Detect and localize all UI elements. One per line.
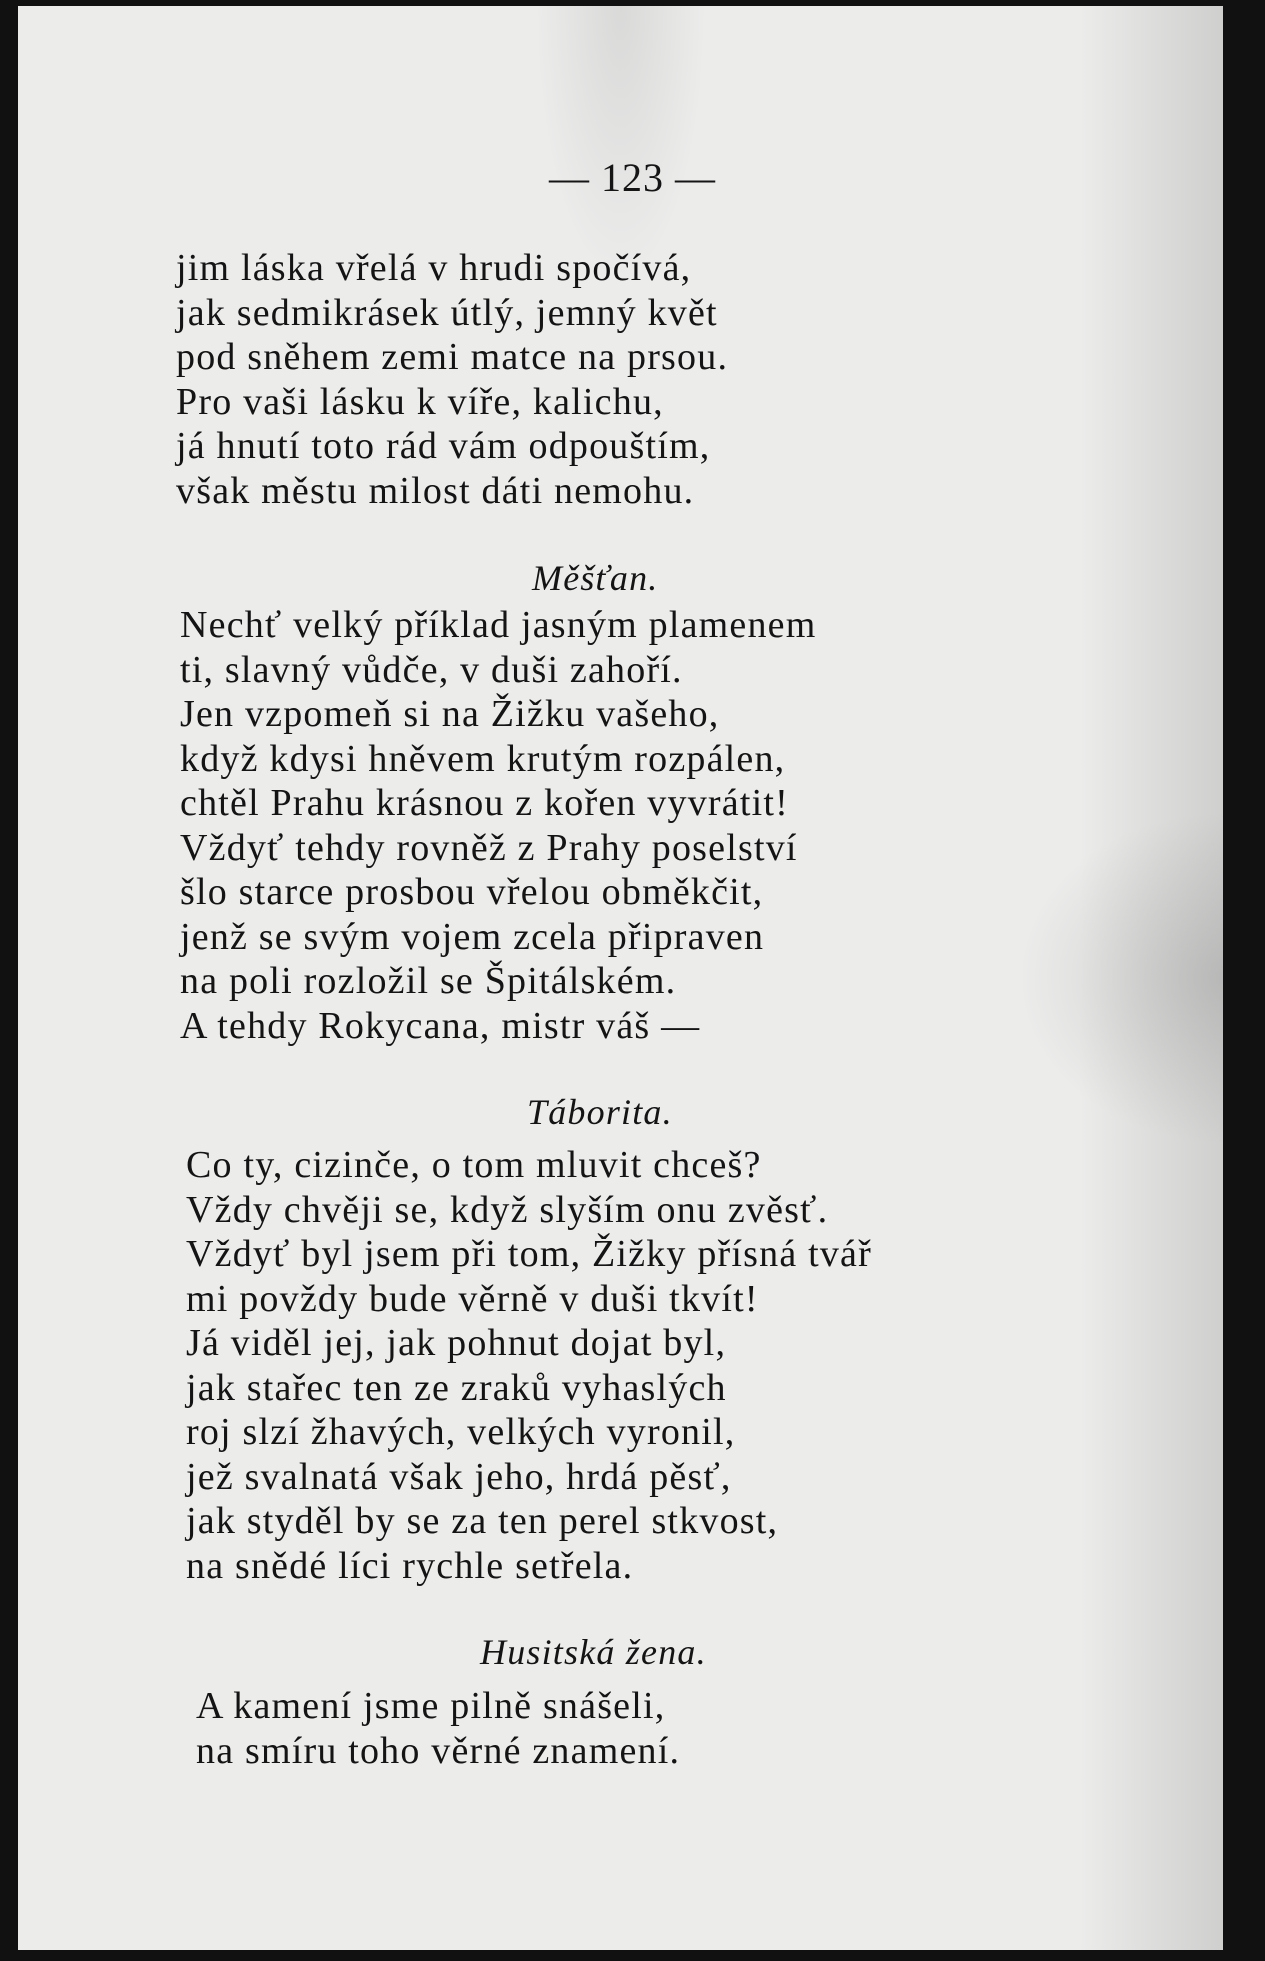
speaker-name: Táborita. <box>527 1092 673 1132</box>
verse-line: roj slzí žhavých, velkých vyronil, <box>186 1411 736 1453</box>
stanza-1 <box>176 246 728 513</box>
verse-line: jak stařec ten ze zraků vyhaslých <box>186 1366 727 1409</box>
speaker-name: Měšťan. <box>532 558 659 598</box>
stanza-3 <box>186 1143 872 1588</box>
verse-line: na snědé líci rychle setřela. <box>186 1544 634 1587</box>
verse-line: Nechť velký příklad jasným plamenem <box>180 604 817 646</box>
verse-line: na poli rozložil se Špitálském. <box>180 960 677 1002</box>
verse-line: když kdysi hněvem krutým rozpálen, <box>180 737 786 780</box>
verse-line: jak sedmikrásek útlý, jemný květ <box>176 291 718 334</box>
verse-line: jež svalnatá však jeho, hrdá pěsť, <box>186 1455 732 1498</box>
verse-line: jak styděl by se za ten perel stkvost, <box>186 1500 779 1542</box>
verse-line: šlo starce prosbou vřelou obměkčit, <box>180 871 764 913</box>
page-number: — 123 — <box>549 155 716 200</box>
verse-line: jenž se svým vojem zcela připraven <box>180 915 765 958</box>
verse-line: Vždyť byl jsem při tom, Žižky přísná tvář <box>186 1233 872 1275</box>
verse-line: Vždyť tehdy rovněž z Prahy poselství <box>180 826 798 869</box>
verse-line: Já viděl jej, jak pohnut dojat byl, <box>186 1322 727 1364</box>
verse-line: já hnutí toto rád vám odpouštím, <box>176 425 711 467</box>
verse-line: však městu milost dáti nemohu. <box>176 469 695 512</box>
stanza-4 <box>196 1684 680 1773</box>
verse-line: Co ty, cizinče, o tom mluvit chceš? <box>186 1144 762 1186</box>
verse-line: pod sněhem zemi matce na prsou. <box>176 336 729 378</box>
verse-line: Vždy chvěji se, když slyším onu zvěsť. <box>186 1188 829 1231</box>
verse-line: Jen vzpomeň si na Žižku vašeho, <box>180 693 720 735</box>
verse-line: A kamení jsme pilně snášeli, <box>196 1685 666 1727</box>
verse-line: Pro vaši lásku k víře, kalichu, <box>176 380 664 423</box>
verse-line: ti, slavný vůdče, v duši zahoří. <box>180 648 683 691</box>
verse-line: A tehdy Rokycana, mistr váš — <box>180 1004 701 1047</box>
verse-line: chtěl Prahu krásnou z kořen vyvrátit! <box>180 782 789 824</box>
stanza-2 <box>180 603 817 1048</box>
speaker-name: Husitská žena. <box>480 1632 707 1672</box>
verse-line: mi povždy bude věrně v duši tkvít! <box>186 1277 759 1320</box>
verse-line: jim láska vřelá v hrudi spočívá, <box>176 247 692 289</box>
verse-line: na smíru toho věrné znamení. <box>196 1729 681 1772</box>
